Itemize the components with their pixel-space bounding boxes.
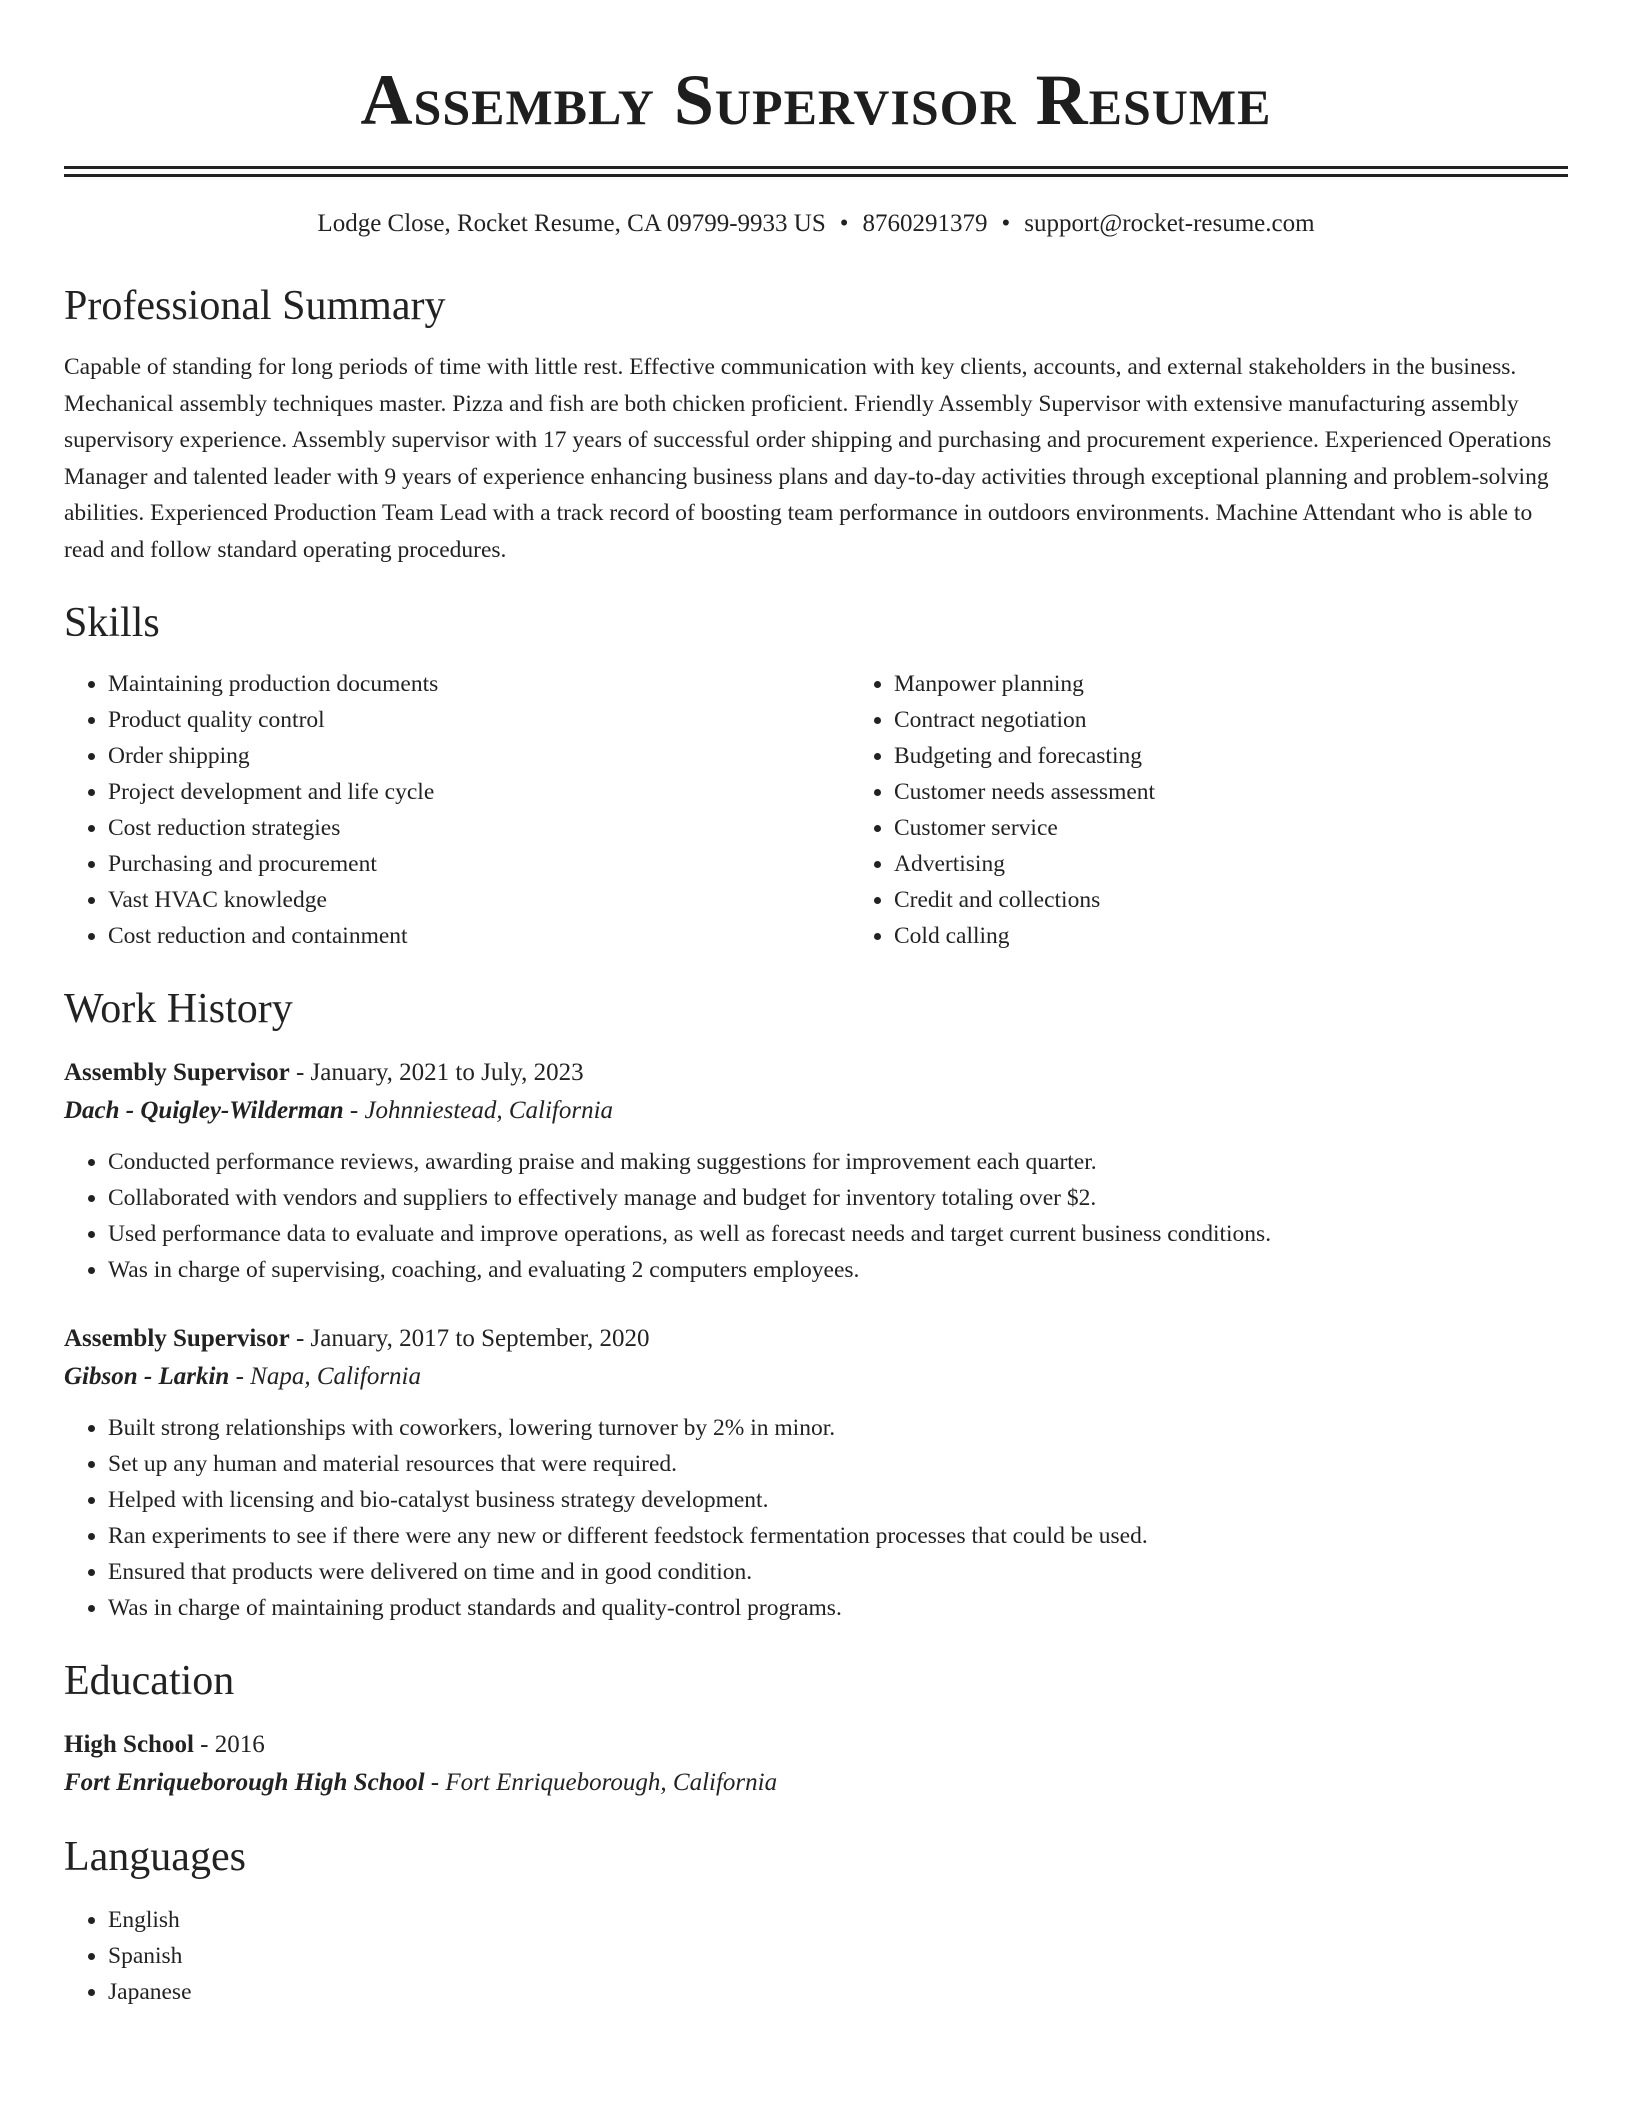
contact-email[interactable]: support@rocket-resume.com	[1024, 210, 1315, 237]
languages-heading: Languages	[64, 1834, 246, 1880]
job-entry	[64, 1320, 1568, 1626]
skill-item: • Purchasing and procurement	[108, 846, 850, 882]
language-item: • English	[108, 1902, 1568, 1938]
job-company-line: Gibson - Larkin - Napa, California	[64, 1363, 422, 1390]
education-section	[64, 1656, 1568, 1802]
job-entry	[64, 1054, 1568, 1288]
education-heading: Education	[64, 1658, 235, 1704]
language-item: • Spanish	[108, 1938, 1568, 1974]
contact-line	[64, 207, 1568, 241]
skills-section	[64, 598, 1568, 954]
skill-item: • Order shipping	[108, 738, 850, 774]
job-title: Assembly Supervisor	[64, 1325, 290, 1352]
skill-item: • Maintaining production documents	[108, 666, 850, 702]
job-title-line: Assembly Supervisor - January, 2021 to July, 2023	[64, 1059, 584, 1086]
contact-separator: •	[839, 210, 849, 237]
job-bullet: • Conducted performance reviews, awarding praise and making suggestions for improvement each quarter.	[108, 1144, 1568, 1180]
job-bullet: • Helped with licensing and bio-catalyst business strategy development.	[108, 1482, 1568, 1518]
contact-address: Lodge Close, Rocket Resume, CA 09799-9933 US	[317, 210, 826, 237]
skill-item: • Customer service	[894, 810, 1632, 846]
education-school-line: Fort Enriqueborough High School - Fort Enriqueborough, California	[64, 1769, 778, 1796]
summary-heading: Professional Summary	[64, 283, 446, 329]
job-title: Assembly Supervisor	[64, 1059, 290, 1086]
language-item: • Japanese	[108, 1974, 1568, 2010]
skills-heading: Skills	[64, 600, 160, 646]
skills-list-left	[64, 666, 850, 954]
skill-item: • Customer needs assessment	[894, 774, 1632, 810]
skill-item: • Product quality control	[108, 702, 850, 738]
job-title-line: Assembly Supervisor - January, 2017 to September, 2020	[64, 1325, 650, 1352]
summary-section	[64, 281, 1568, 568]
education-degree: High School	[64, 1731, 194, 1758]
skill-item: • Project development and life cycle	[108, 774, 850, 810]
job-bullet: • Ensured that products were delivered on time and in good condition.	[108, 1554, 1568, 1590]
job-bullet: • Was in charge of maintaining product standards and quality-control programs.	[108, 1590, 1568, 1626]
skill-item: • Budgeting and forecasting	[894, 738, 1632, 774]
job-company: Dach - Quigley-Wilderman	[64, 1097, 344, 1124]
job-bullets	[64, 1410, 1568, 1626]
job-location: Napa, California	[250, 1363, 422, 1390]
job-bullet: • Ran experiments to see if there were any new or different feedstock fermentation processes that could be used.	[108, 1518, 1568, 1554]
resume-title: Assembly Supervisor Resume	[360, 60, 1272, 140]
skill-item: • Cost reduction strategies	[108, 810, 850, 846]
skill-item: • Cost reduction and containment	[108, 918, 850, 954]
job-bullet: • Used performance data to evaluate and improve operations, as well as forecast needs and target current business conditions.	[108, 1216, 1568, 1252]
skill-item: • Cold calling	[894, 918, 1632, 954]
job-bullets	[64, 1144, 1568, 1288]
skills-list-right	[850, 666, 1632, 954]
languages-section	[64, 1832, 1568, 2010]
skill-item: • Advertising	[894, 846, 1632, 882]
contact-phone: 8760291379	[862, 210, 988, 237]
education-location: Fort Enriqueborough, California	[445, 1769, 778, 1796]
summary-text: Capable of standing for long periods of time with little rest. Effective communication with key clients, accounts, and external stakeholders in the business. Mechanical assembly techniques master. Pizza and fish are both chicken proficient. Friendly Assembly Supervisor with extensive manufacturing assembly supervisory experience. Assembly supervisor with 17 years of successful order shipping and purchasing and procurement experience. Experienced Operations Manager and talented leader with 9 years of experience enhancing business plans and day-to-day activities through exceptional planning and problem-solving abilities. Experienced Production Team Lead with a track record of boosting team performance in outdoors environments. Machine Attendant who is able to read and follow standard operating procedures.	[64, 354, 1552, 563]
education-degree-line: High School - 2016	[64, 1731, 265, 1758]
job-bullet: • Built strong relationships with coworkers, lowering turnover by 2% in minor.	[108, 1410, 1568, 1446]
work-history-heading: Work History	[64, 986, 293, 1032]
resume-page	[64, 0, 1568, 2010]
job-bullet: • Collaborated with vendors and suppliers to effectively manage and budget for inventory totaling over $2.	[108, 1180, 1568, 1216]
contact-separator: •	[1001, 210, 1011, 237]
skill-item: • Credit and collections	[894, 882, 1632, 918]
education-entry	[64, 1726, 1568, 1802]
job-dates: January, 2017 to September, 2020	[310, 1325, 650, 1352]
job-bullet: • Was in charge of supervising, coaching, and evaluating 2 computers employees.	[108, 1252, 1568, 1288]
education-year: 2016	[214, 1731, 265, 1758]
work-history-section	[64, 984, 1568, 1626]
job-company: Gibson - Larkin	[64, 1363, 230, 1390]
skills-columns	[64, 666, 1568, 954]
job-bullet: • Set up any human and material resources that were required.	[108, 1446, 1568, 1482]
education-school: Fort Enriqueborough High School	[64, 1769, 425, 1796]
skill-item: • Manpower planning	[894, 666, 1632, 702]
job-company-line: Dach - Quigley-Wilderman - Johnniestead, California	[64, 1097, 614, 1124]
job-location: Johnniestead, California	[364, 1097, 614, 1124]
languages-list	[64, 1902, 1568, 2010]
job-dates: January, 2021 to July, 2023	[310, 1059, 584, 1086]
skill-item: • Vast HVAC knowledge	[108, 882, 850, 918]
skill-item: • Contract negotiation	[894, 702, 1632, 738]
title-divider	[64, 166, 1568, 177]
